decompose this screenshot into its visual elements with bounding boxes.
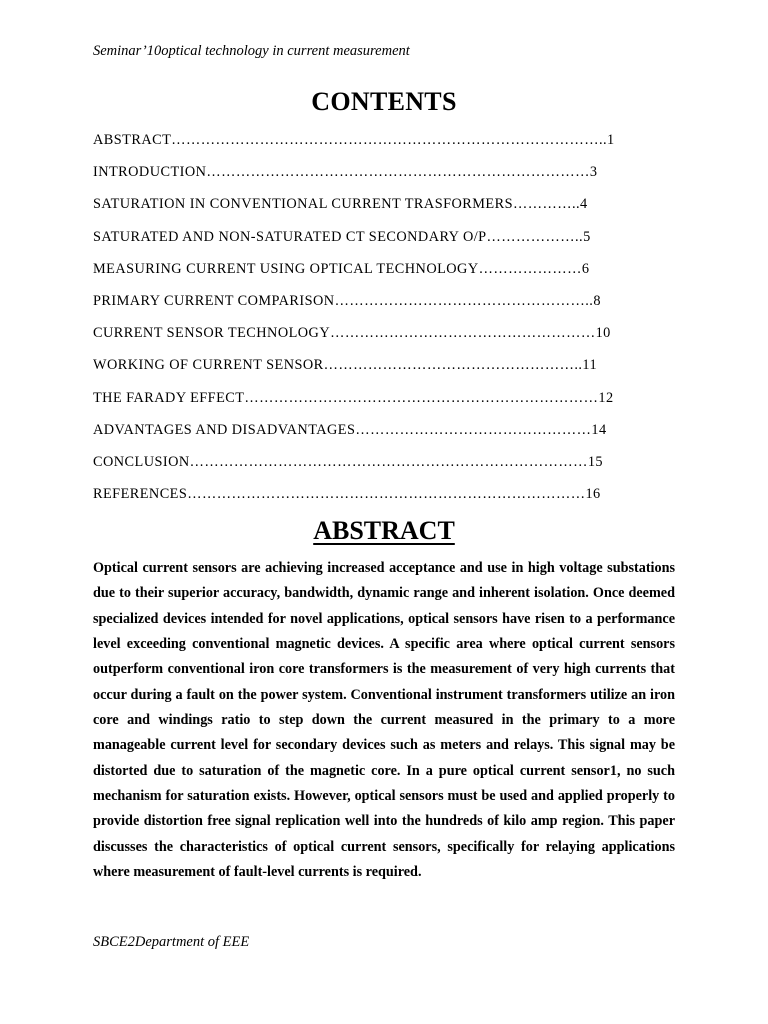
toc-page-number: 1 [607, 132, 615, 148]
toc-leader-dots: …………………………………………….. [334, 292, 594, 309]
toc-entry-label: REFERENCES [93, 486, 188, 503]
toc-entry-label: WORKING OF CURRENT SENSOR [93, 357, 324, 374]
table-of-contents [93, 130, 615, 516]
toc-leader-dots: ……………………………………………………………………… [187, 486, 586, 503]
toc-leader-dots: ……………………………………………………………………… [189, 453, 588, 470]
abstract-paragraph: Optical current sensors are achieving increased acceptance and use in high voltage substations due to their superior accuracy, bandwidth, dynamic range and inherent isolation. Once deemed specialized devices intended for novel applications, optical sensors have risen to a performance level exceeding conventional magnetic devices. A specific area where optical current sensors outperform conventional iron core transformers is the measurement of very high currents that occur during a fault on the power system. Conventional instrument transformers utilize an iron core and windings ratio to step down the current measured in the primary to a more manageable current level for secondary devices such as meters and relays. This signal may be distorted due to saturation of the magnetic core. In a pure optical current sensor1, no such mechanism for saturation exists. However, optical sensors must be used and applied properly to provide distortion free signal replication well into the hundreds of kilo amp region. This paper discusses the characteristics of optical current sensors, specifically for relaying applications where measurement of fault-level currents is required. [93, 560, 675, 881]
toc-entry-primary-current [93, 291, 615, 323]
toc-entry-sensor-technology [93, 323, 615, 355]
toc-page-number: 11 [582, 357, 598, 374]
toc-page-number: 14 [591, 421, 607, 438]
toc-leader-dots: ………………… [478, 260, 582, 277]
toc-page-number: 6 [581, 260, 590, 277]
toc-entry-label: CONCLUSION [93, 453, 190, 470]
toc-entry-label: PRIMARY CURRENT COMPARISON [93, 292, 335, 309]
toc-entry-label: SATURATED AND NON-SATURATED CT SECONDARY O/P [93, 228, 487, 245]
page-footer: SBCE2Department of EEE [93, 934, 250, 950]
toc-entry-saturation [93, 194, 615, 226]
toc-entry-label: THE FARADY EFFECT [93, 389, 245, 406]
toc-leader-dots: ……………………………………………………………… [244, 389, 599, 406]
toc-leader-dots: …………………………………………………………………… [206, 164, 590, 181]
toc-entry-introduction [93, 162, 615, 194]
toc-entry-farady-effect [93, 388, 615, 420]
toc-leader-dots: ……………….. [486, 228, 584, 245]
toc-page-number: 4 [580, 196, 588, 213]
abstract-heading: ABSTRACT [313, 516, 455, 545]
toc-entry-label: ADVANTAGES AND DISADVANTAGES [93, 421, 356, 438]
toc-entry-conclusion [93, 452, 615, 484]
toc-entry-label: SATURATION IN CONVENTIONAL CURRENT TRASFORMERS [93, 196, 513, 213]
abstract-heading-wrap [0, 516, 768, 546]
toc-page-number: 3 [589, 164, 598, 181]
toc-leader-dots: …………………………………………………………………………….. [171, 132, 607, 148]
toc-entry-working-sensor [93, 355, 615, 387]
page-header: Seminar’10optical technology in current measurement [93, 43, 410, 59]
toc-page-number: 16 [585, 486, 601, 503]
toc-entry-saturated-ct [93, 227, 615, 259]
toc-leader-dots: ………….. [513, 196, 581, 213]
toc-entry-label: CURRENT SENSOR TECHNOLOGY [93, 325, 331, 342]
toc-entry-advantages [93, 420, 615, 452]
toc-leader-dots: …………………………………………….. [323, 357, 583, 374]
toc-page-number: 12 [598, 389, 614, 406]
toc-entry-references [93, 484, 615, 516]
toc-leader-dots: ………………………………………… [355, 421, 592, 438]
toc-page-number: 15 [587, 453, 604, 470]
toc-leader-dots: ……………………………………………… [330, 325, 596, 342]
toc-entry-label: MEASURING CURRENT USING OPTICAL TECHNOLOGY [93, 260, 479, 277]
toc-page-number: 10 [595, 325, 611, 342]
toc-page-number: 5 [583, 228, 591, 245]
contents-heading: CONTENTS [311, 87, 457, 116]
toc-page-number: 8 [593, 292, 601, 309]
toc-entry-label: ABSTRACT [93, 132, 172, 148]
toc-entry-label: INTRODUCTION [93, 164, 207, 181]
toc-entry-measuring-current [93, 259, 615, 291]
toc-entry-abstract [93, 130, 615, 162]
